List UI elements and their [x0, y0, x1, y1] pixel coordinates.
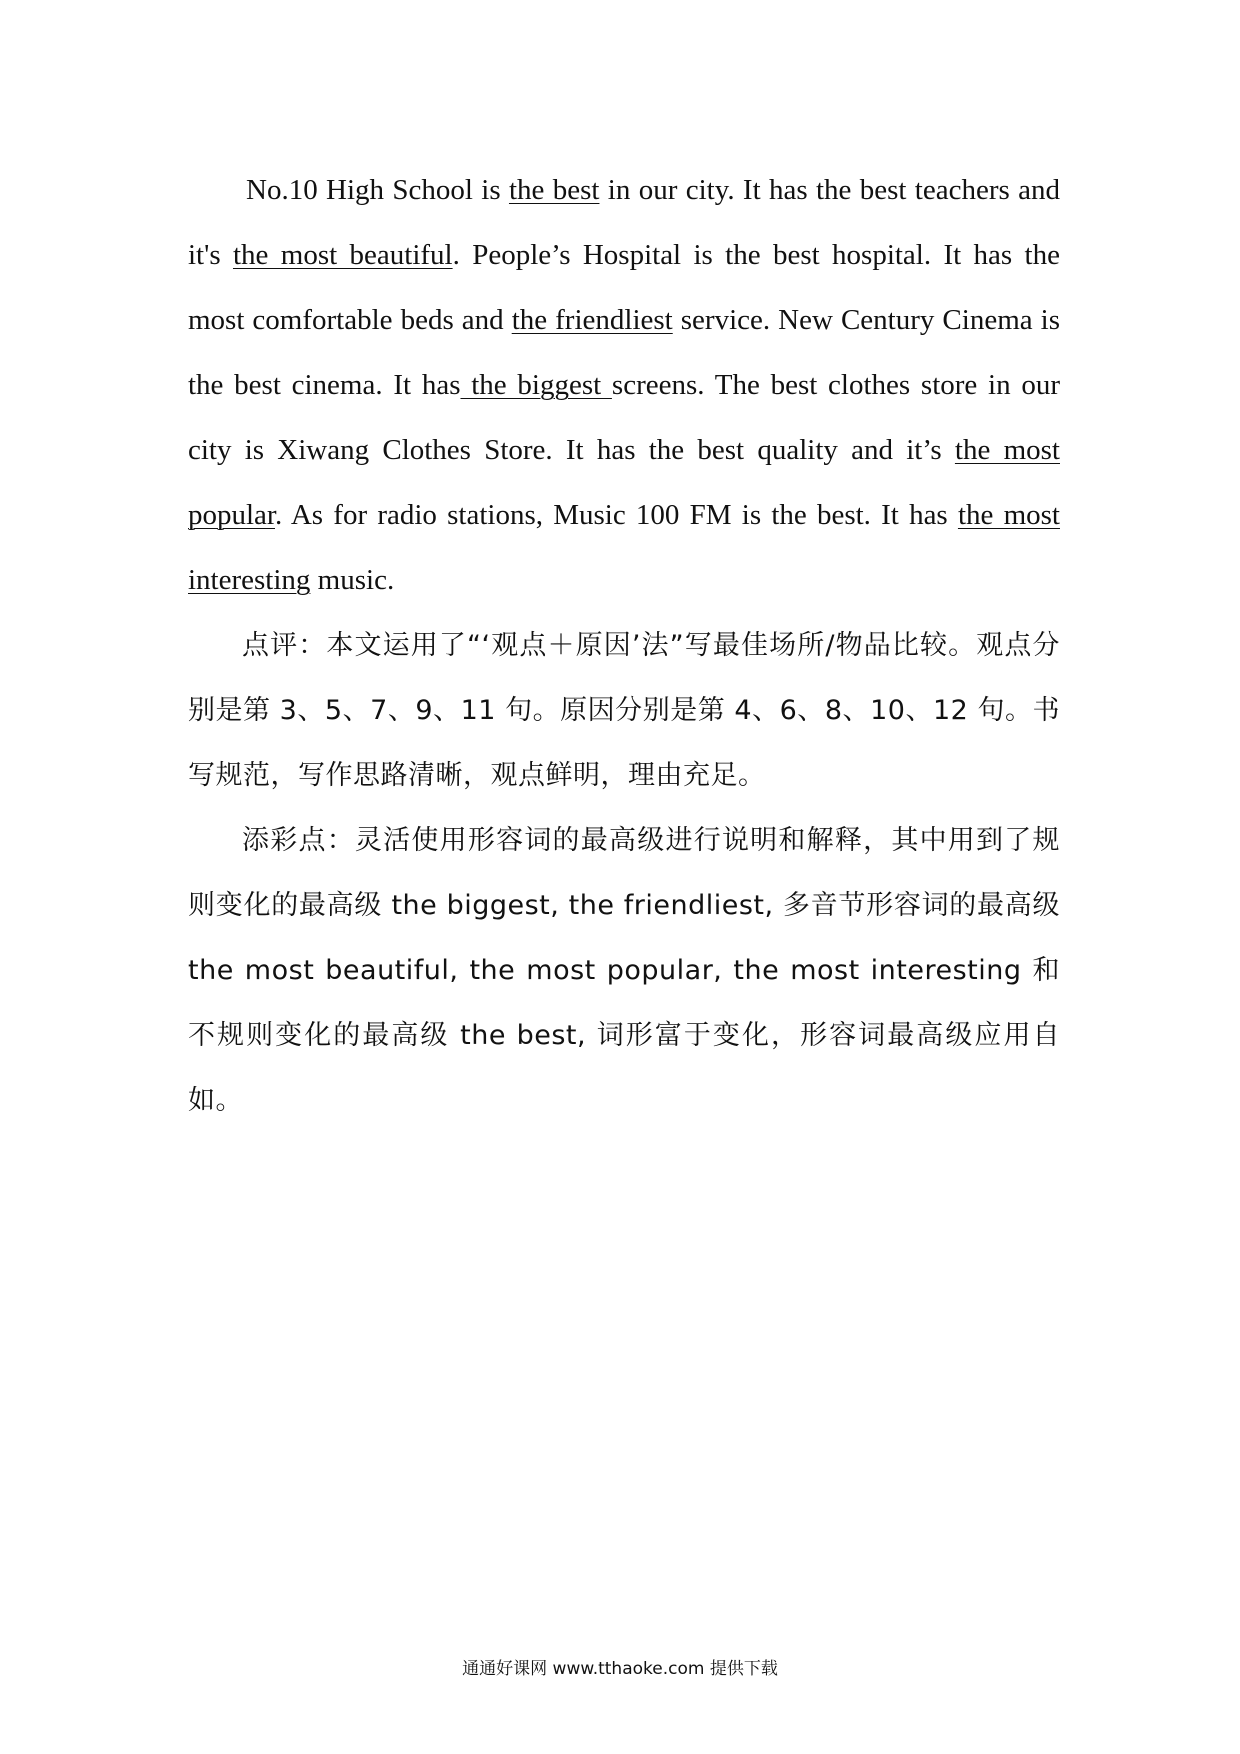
essay-text: service. New Century Cinema is the best cinema. It has [188, 304, 1061, 401]
footer-source-line: 通通好课网 www.tthaoke.com 提供下载 [462, 1659, 778, 1679]
essay-text: in our city. It has the best teachers and it's [188, 174, 1060, 271]
essay-text: . People’s Hospital is the best hospital. It has the most comfortable beds and [188, 239, 1060, 336]
essay-text: . As for radio stations, Music 100 FM is the best. It has [275, 499, 958, 531]
essay-text: screens. The best clothes store in our city is Xiwang Clothes Store. It has the best quality and it’s [188, 369, 1060, 466]
underlined-phrase: the friendliest [511, 304, 673, 336]
underlined-phrase: the most beautiful [232, 239, 453, 271]
underlined-phrase: the biggest [460, 369, 612, 401]
comment-paragraph: 点评：本文运用了“‘观点＋原因’法”写最佳场所/物品比较。观点分别是第 3、5、7、9、11 句。原因分别是第 4、6、8、10、12 句。书写规范，写作思路清晰，观点鲜明，理由充足。 [188, 630, 1060, 791]
highlight-paragraph: 添彩点：灵活使用形容词的最高级进行说明和解释，其中用到了规则变化的最高级 the biggest, the friendliest, 多音节形容词的最高级 the most beautiful, the most popular, the most interesting 和不规则变化的最高级 the best, 词形富于变化，形容词最高级应用自如。 [188, 825, 1060, 1116]
underlined-phrase: the most popular [188, 434, 1060, 531]
essay-paragraph [188, 158, 1060, 613]
underlined-phrase: the most interesting [188, 499, 1060, 596]
essay-text: No.10 High School is [246, 174, 509, 206]
content-area [188, 158, 1060, 1133]
essay-text: music. [310, 564, 395, 596]
underlined-phrase: the best [508, 174, 600, 206]
